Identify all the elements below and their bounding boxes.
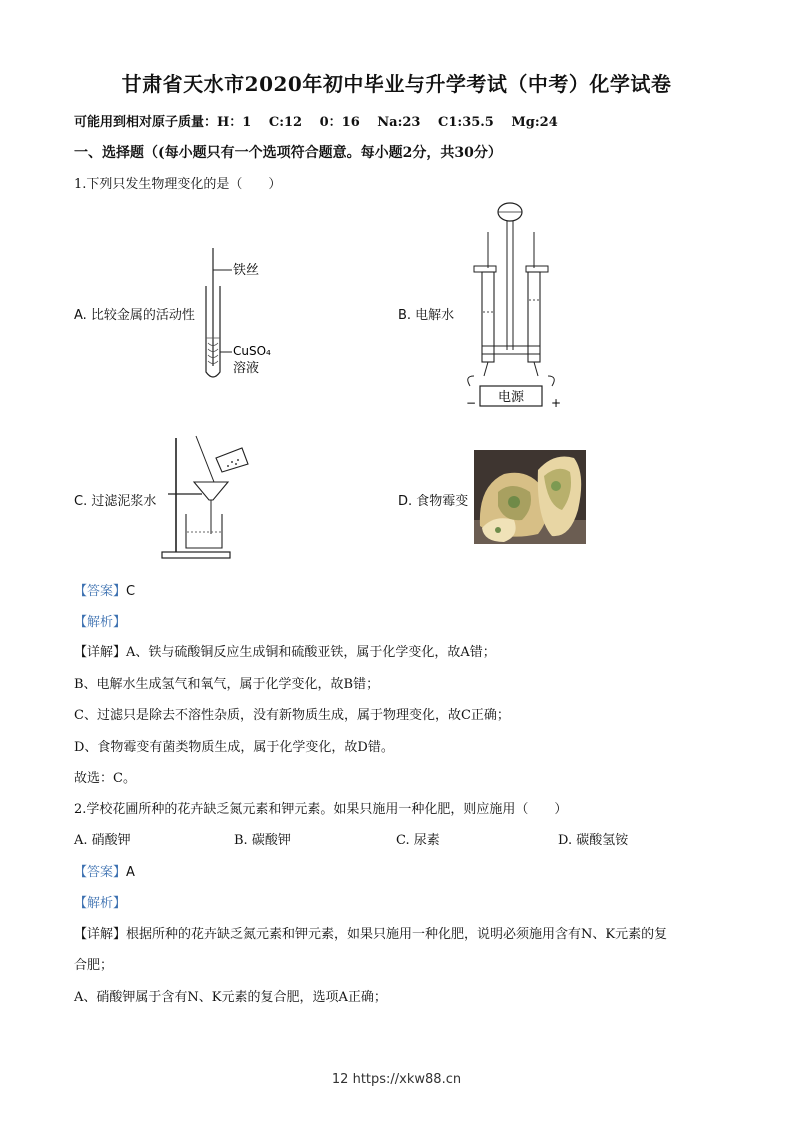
- page-footer: 12 https://xkw88.cn: [331, 1072, 462, 1087]
- solution-label: 溶液: [233, 361, 260, 376]
- q1-option-a: A. 比较金属的活动性: [74, 308, 195, 323]
- q1-analysis-tag: 【解析】: [74, 615, 127, 630]
- q1-detail-line: D、食物霉变有菌类物质生成，属于化学变化，故D错。: [74, 740, 394, 755]
- q2-option-b: B. 碳酸钾: [234, 833, 291, 848]
- q1-detail-line: B、电解水生成氢气和氧气，属于化学变化，故B错；: [74, 677, 380, 692]
- q2-detail-tag: 【详解】: [74, 927, 127, 942]
- q2-detail-line: 根据所种的花卉缺乏氮元素和钾元素，如果只施用一种化肥，说明必须施用含有N、K元素的复: [126, 927, 668, 942]
- q2-detail-line: A、硝酸钾属于含有N、K元素的复合肥，选项A正确；: [74, 990, 387, 1005]
- atomic-masses: 可能用到相对原子质量：H：1 C:12 0：16 Na:23 C1:35.5 Mg:24: [74, 115, 558, 130]
- q2-option-d: D. 碳酸氢铵: [558, 833, 629, 848]
- q2-detail-line: 合肥；: [74, 958, 114, 973]
- exam-title: 甘肃省天水市2020年初中毕业与升学考试（中考）化学试卷: [121, 72, 672, 96]
- power-supply-label: 电源: [497, 390, 525, 405]
- q1-detail-tag: 【详解】: [74, 645, 127, 660]
- q1-detail-line: A、铁与硫酸铜反应生成铜和硫酸亚铁，属于化学变化，故A错；: [126, 645, 496, 660]
- q1-detail-line: C、过滤只是除去不溶性杂质，没有新物质生成，属于物理变化，故C正确；: [74, 708, 510, 723]
- q2-answer-tag: 【答案】: [74, 865, 127, 880]
- q1-stem: 1.下列只发生物理变化的是（ ）: [74, 177, 282, 192]
- q1-option-c: C. 过滤泥浆水: [74, 494, 157, 509]
- q1-answer: C: [126, 584, 136, 599]
- q2-answer: A: [126, 865, 135, 880]
- q2-stem: 2.学校花圃所种的花卉缺乏氮元素和钾元素。如果只施用一种化肥，则应施用（ ）: [74, 802, 568, 817]
- q2-analysis-tag: 【解析】: [74, 896, 127, 911]
- section-heading: 一、选择题（(每小题只有一个选项符合题意。每小题2分，共30分）: [74, 145, 502, 161]
- q2-option-c: C. 尿素: [396, 833, 440, 848]
- moldy-bread-photo: [474, 450, 586, 544]
- q1-conclusion: 故选：C。: [74, 771, 136, 786]
- q2-option-a: A. 硝酸钾: [74, 833, 131, 848]
- electrolysis-figure: [462, 200, 572, 410]
- iron-wire-label: 铁丝: [233, 263, 260, 278]
- q1-option-b: B. 电解水: [398, 308, 455, 323]
- q1-answer-tag: 【答案】: [74, 584, 127, 599]
- minus-label: −: [466, 396, 477, 410]
- plus-label: +: [551, 396, 562, 410]
- q1-option-d: D. 食物霉变: [398, 494, 469, 509]
- test-tube-figure: [196, 248, 286, 383]
- filtration-figure: [158, 434, 252, 562]
- cuso4-label: CuSO₄: [233, 344, 271, 358]
